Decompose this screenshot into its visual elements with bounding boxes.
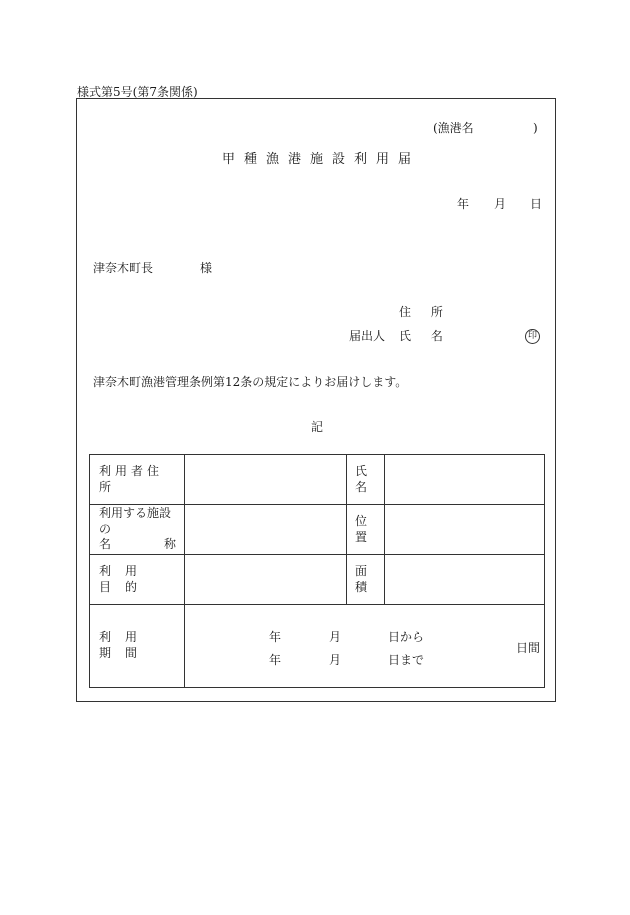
period-label <box>90 605 185 688</box>
facility-name-field[interactable] <box>185 505 347 555</box>
facility-name-label <box>90 505 185 555</box>
addressee-name: 津奈木町長 <box>93 261 154 275</box>
area-text: 面積 <box>355 563 372 594</box>
port-name-close: ) <box>533 121 538 135</box>
period-end-month: 月 <box>329 652 342 667</box>
applicant-address-label: 住 所 <box>399 305 451 319</box>
user-address-text: 利用者住所 <box>99 463 164 494</box>
table-row <box>90 455 545 505</box>
period-start-month: 月 <box>329 629 342 644</box>
date-year: 年 <box>457 197 470 211</box>
period-start-year: 年 <box>269 629 282 644</box>
position-label <box>347 505 385 555</box>
user-address-label <box>90 455 185 505</box>
name-label <box>347 455 385 505</box>
facility-name-right: 称 <box>163 537 176 552</box>
facility-name-line2 <box>99 537 176 553</box>
name-field[interactable] <box>385 455 545 505</box>
ki-label: 記 <box>311 420 324 434</box>
period-text: 利用期間 <box>99 630 152 660</box>
registration-table <box>89 454 545 688</box>
table-row <box>90 605 545 688</box>
applicant-role-label: 届出人 <box>349 329 386 343</box>
position-text: 位置 <box>355 513 372 544</box>
form-number: 様式第5号(第7条関係) <box>77 85 198 99</box>
period-days: 日間 <box>516 640 541 655</box>
addressee-honorific: 様 <box>200 261 213 275</box>
period-field[interactable] <box>185 605 545 688</box>
seal-circle: 印 <box>525 329 540 344</box>
name-text: 氏名 <box>355 463 372 494</box>
seal-mark <box>525 328 540 344</box>
period-end-year: 年 <box>269 652 282 667</box>
area-label <box>347 555 385 605</box>
table-row <box>90 505 545 555</box>
position-field[interactable] <box>385 505 545 555</box>
user-address-field[interactable] <box>185 455 347 505</box>
period-end-day: 日まで <box>388 652 425 667</box>
date-day: 日 <box>530 197 543 211</box>
table-row <box>90 555 545 605</box>
port-name-label: (漁港名 <box>433 121 474 135</box>
date-month: 月 <box>494 197 507 211</box>
purpose-label <box>90 555 185 605</box>
purpose-text: 利用目的 <box>99 563 152 594</box>
purpose-field[interactable] <box>185 555 347 605</box>
facility-name-left: 名 <box>99 537 112 552</box>
period-start-day: 日から <box>388 629 425 644</box>
area-field[interactable] <box>385 555 545 605</box>
applicant-name-label: 氏 名 <box>399 329 451 343</box>
statement: 津奈木町漁港管理条例第12条の規定によりお届けします。 <box>93 375 408 389</box>
facility-name-line1: 利用する施設の <box>99 506 172 536</box>
form-title: 甲種漁港施設利用届 <box>222 152 421 167</box>
